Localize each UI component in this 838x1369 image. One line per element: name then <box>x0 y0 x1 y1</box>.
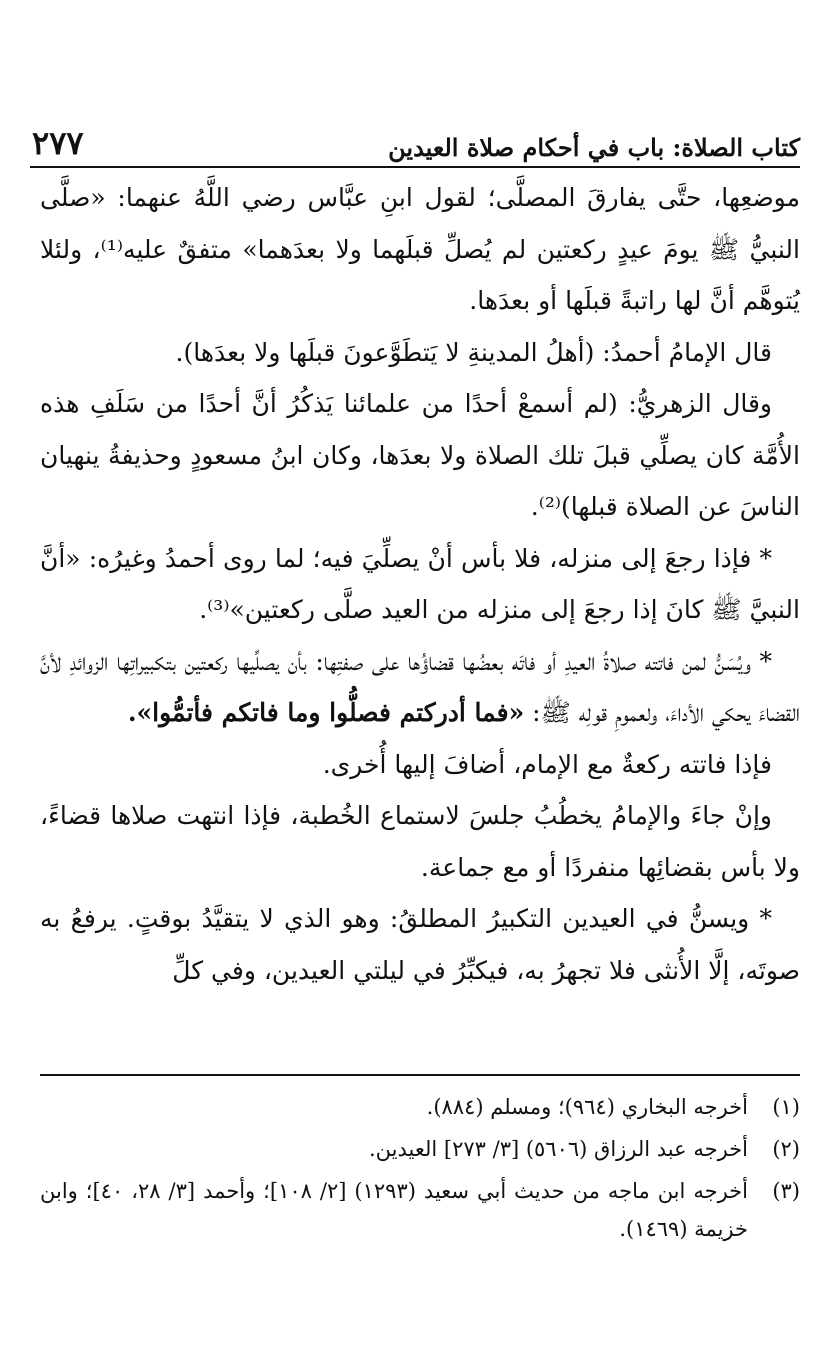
paragraph: موضعِها، حتَّى يفارقَ المصلَّى؛ لقول ابنِ عبَّاس رضي اللَّهُ عنهما: «صلَّى النبيُّ ﷺ يومَ عيدٍ ركعتين لم يُصلِّ قبلَهما ولا بعدَهما» متفقٌ عليه⁽¹⁾، ولئلا يُتوهَّم أنَّ لها راتبةً قبلَها أو بعدَها. <box>40 183 800 315</box>
paragraph: * ويسنُّ في العيدين التكبيرُ المطلقُ: وهو الذي لا يتقيَّدُ بوقتٍ. يرفعُ به صوتَه، إلَّا الأُنثى فلا تجهرُ به، فيكبِّرُ في ليلتي العيدين، وفي كلِّ <box>40 904 800 985</box>
hadith-quote: «فما أدركتم فصلُّوا وما فاتكم فأتمُّوا». <box>127 698 525 727</box>
footnote <box>40 1172 800 1248</box>
footnote <box>40 1088 800 1126</box>
footnote-text: أخرجه ابن ماجه من حديث أبي سعيد (١٢٩٣) [٢/ ١٠٨]؛ وأحمد [٣/ ٢٨، ٤٠]؛ وابن خزيمة (١٤٦٩). <box>40 1179 748 1241</box>
paragraph: قال الإمامُ أحمدُ: (أهلُ المدينةِ لا يَتطَوَّعونَ قبلَها ولا بعدَها). <box>175 337 772 367</box>
paragraph-text: * ويُسَنُّ لمن فاتته صلاةُ العيدِ أو فاتَه بعضُها قضاؤُها على صفتِها: بأن يصلِّيها ركعتين بتكبيراتِها الزوائدِ لأنَّ القضاءَ يحكي الأداءَ، ولعمومِ قولِه ﷺ: <box>40 646 800 727</box>
main-text <box>40 172 800 996</box>
footnote-number: (٢) <box>772 1137 800 1161</box>
footnote-number: (٣) <box>772 1179 800 1203</box>
running-header <box>30 118 800 168</box>
footnote <box>40 1130 800 1168</box>
footnote-separator <box>40 1074 800 1076</box>
footnote-text: أخرجه عبد الرزاق (٥٦٠٦) [٣/ ٢٧٣] العيدين. <box>368 1137 748 1161</box>
footnotes <box>40 1088 800 1252</box>
paragraph <box>40 636 800 739</box>
paragraph: فإذا فاتته ركعةٌ مع الإمام، أضافَ إليها أُخرى. <box>322 749 772 779</box>
footnote-text: أخرجه البخاري (٩٦٤)؛ ومسلم (٨٨٤). <box>426 1095 748 1119</box>
paragraph: وقال الزهريُّ: (لم أسمعْ أحدًا من علمائنا يَذكُرُ أنَّ أحدًا من سَلَفِ هذه الأُمَّة كان يصلِّي قبلَ تلك الصلاة ولا بعدَها، وكان ابنُ مسعودٍ وحذيفةُ ينهيان الناسَ عن الصلاة قبلها)⁽²⁾. <box>40 389 800 521</box>
running-title: كتاب الصلاة: باب في أحكام صلاة العيدين <box>388 133 800 162</box>
footnote-number: (١) <box>772 1095 800 1119</box>
paragraph: وإنْ جاءَ والإمامُ يخطُبُ جلسَ لاستماع الخُطبة، فإذا انتهت صلاها قضاءً، ولا بأس بقضائِها منفردًا أو مع جماعة. <box>40 801 800 882</box>
paragraph: * فإذا رجعَ إلى منزله، فلا بأس أنْ يصلِّيَ فيه؛ لما روى أحمدُ وغيرُه: «أنَّ النبيَّ ﷺ كانَ إذا رجعَ إلى منزله من العيد صلَّى ركعتين»⁽³⁾. <box>40 543 800 624</box>
page-number: ٢٧٧ <box>32 124 84 162</box>
